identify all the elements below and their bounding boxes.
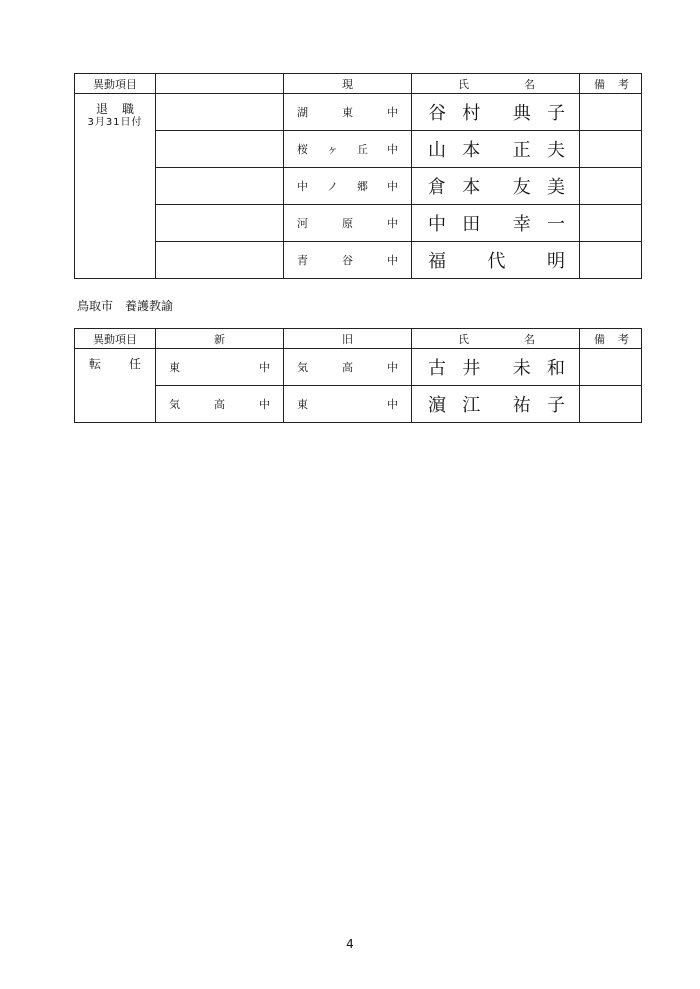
char: 考: [618, 77, 629, 91]
char: 備: [594, 77, 605, 91]
name-cell: [412, 131, 580, 168]
current-school-cell: [284, 168, 412, 205]
header-blank: [156, 74, 284, 94]
person-name: [412, 210, 579, 236]
name-cell: [412, 349, 580, 386]
char: 気: [169, 398, 180, 411]
char: 江: [462, 395, 481, 416]
char: 正: [512, 140, 531, 161]
retirement-table: [74, 73, 642, 279]
category-label: 退職: [95, 102, 148, 116]
header-old: 旧: [284, 329, 412, 349]
char: 氏: [458, 332, 469, 346]
char: 美: [547, 177, 565, 198]
char: 代: [487, 251, 506, 272]
char: 友: [512, 177, 531, 198]
char: 村: [462, 103, 481, 124]
char: 井: [462, 358, 481, 379]
category-cell: [75, 349, 156, 423]
table-row: [75, 386, 642, 423]
char: 明: [547, 251, 565, 272]
char: 倉: [428, 177, 446, 198]
char: 桜: [297, 143, 308, 156]
name-cell: [412, 94, 580, 131]
table-header-row: [75, 329, 642, 349]
char: 谷: [428, 103, 446, 124]
char: 考: [618, 332, 629, 346]
table-header-row: [75, 74, 642, 94]
char: 中: [259, 398, 270, 411]
char: 中: [387, 361, 398, 374]
table-row: [75, 242, 642, 279]
char: 本: [462, 177, 481, 198]
blank-cell: [156, 242, 284, 279]
new-school-cell: [156, 386, 284, 423]
char: 備: [594, 332, 605, 346]
current-school: [284, 141, 411, 157]
category-cell: [75, 94, 156, 279]
category-label: [75, 349, 155, 372]
name-cell: [412, 168, 580, 205]
blank-cell: [156, 94, 284, 131]
old-school-cell: [284, 386, 412, 423]
header-remarks: [580, 329, 642, 349]
char: 高: [214, 398, 225, 411]
table-row: [75, 131, 642, 168]
name-cell: [412, 386, 580, 423]
header-name: [412, 329, 580, 349]
char: 原: [342, 217, 353, 230]
char: 祐: [512, 395, 531, 416]
new-school: [156, 396, 283, 412]
remarks-cell: [580, 168, 642, 205]
caption-position: 養護教諭: [125, 299, 174, 313]
char: 夫: [547, 140, 565, 161]
char: 田: [462, 214, 481, 235]
char: 中: [297, 180, 308, 193]
remarks-cell: [580, 94, 642, 131]
char: 幸: [512, 214, 531, 235]
current-school: [284, 215, 411, 231]
char: 郷: [357, 180, 368, 193]
remarks-cell: [580, 131, 642, 168]
name-cell: [412, 242, 580, 279]
char: 気: [297, 361, 308, 374]
transfer-table-body: [75, 349, 642, 423]
char: 子: [547, 395, 565, 416]
char: 福: [428, 251, 446, 272]
new-school-cell: [156, 349, 284, 386]
current-school-cell: [284, 131, 412, 168]
char: 和: [547, 358, 565, 379]
transfer-table: [74, 328, 642, 423]
person-name: [412, 391, 579, 417]
remarks-cell: [580, 349, 642, 386]
char: 谷: [342, 254, 353, 267]
char: 転: [89, 357, 102, 371]
table-row: [75, 205, 642, 242]
char: 東: [342, 106, 353, 119]
char: 氏: [458, 77, 469, 91]
page-number: 4: [346, 937, 354, 951]
char: 東: [297, 398, 308, 411]
remarks-cell: [580, 386, 642, 423]
person-name: [412, 173, 579, 199]
header-current: 現: [284, 74, 412, 94]
current-school: [284, 104, 411, 120]
char: 典: [512, 103, 531, 124]
remarks-cell: [580, 242, 642, 279]
char: 丘: [357, 143, 368, 156]
header-name: [412, 74, 580, 94]
person-name: [412, 247, 579, 273]
char: 本: [462, 140, 481, 161]
person-name: [412, 136, 579, 162]
retirement-table-body: [75, 94, 642, 279]
char: 中: [387, 217, 398, 230]
char: ノ: [327, 180, 338, 193]
current-school: [284, 178, 411, 194]
person-name: [412, 99, 579, 125]
new-school: [156, 359, 283, 375]
old-school-cell: [284, 349, 412, 386]
current-school: [284, 252, 411, 268]
char: 古: [428, 358, 446, 379]
char: 高: [342, 361, 353, 374]
char: 未: [512, 358, 531, 379]
char: 名: [524, 332, 535, 346]
table-row: [75, 168, 642, 205]
char: 一: [547, 214, 565, 235]
person-name: [412, 354, 579, 380]
current-school-cell: [284, 94, 412, 131]
char: 湖: [297, 106, 308, 119]
remarks-cell: [580, 205, 642, 242]
char: 子: [547, 103, 565, 124]
char: 中: [387, 398, 398, 411]
char: 東: [169, 361, 180, 374]
char: 中: [387, 180, 398, 193]
char: 濵: [428, 395, 446, 416]
char: 河: [297, 217, 308, 230]
header-category: 異動項目: [75, 329, 156, 349]
table-row: [75, 94, 642, 131]
char: 中: [259, 361, 270, 374]
caption-city: 鳥取市: [77, 299, 114, 313]
char: 中: [387, 254, 398, 267]
char: 青: [297, 254, 308, 267]
blank-cell: [156, 131, 284, 168]
name-cell: [412, 205, 580, 242]
header-remarks: [580, 74, 642, 94]
header-new: 新: [156, 329, 284, 349]
char: 山: [428, 140, 446, 161]
current-school-cell: [284, 242, 412, 279]
char: 任: [128, 357, 141, 371]
char: 名: [524, 77, 535, 91]
blank-cell: [156, 168, 284, 205]
old-school: [284, 396, 411, 412]
char: 中: [387, 143, 398, 156]
current-school-cell: [284, 205, 412, 242]
char: 中: [428, 214, 446, 235]
old-school: [284, 359, 411, 375]
char: 中: [387, 106, 398, 119]
table-row: [75, 349, 642, 386]
char: ヶ: [327, 143, 338, 156]
section-caption: [77, 297, 173, 314]
header-category: 異動項目: [75, 74, 156, 94]
category-date: 3月31日付: [87, 117, 143, 128]
blank-cell: [156, 205, 284, 242]
